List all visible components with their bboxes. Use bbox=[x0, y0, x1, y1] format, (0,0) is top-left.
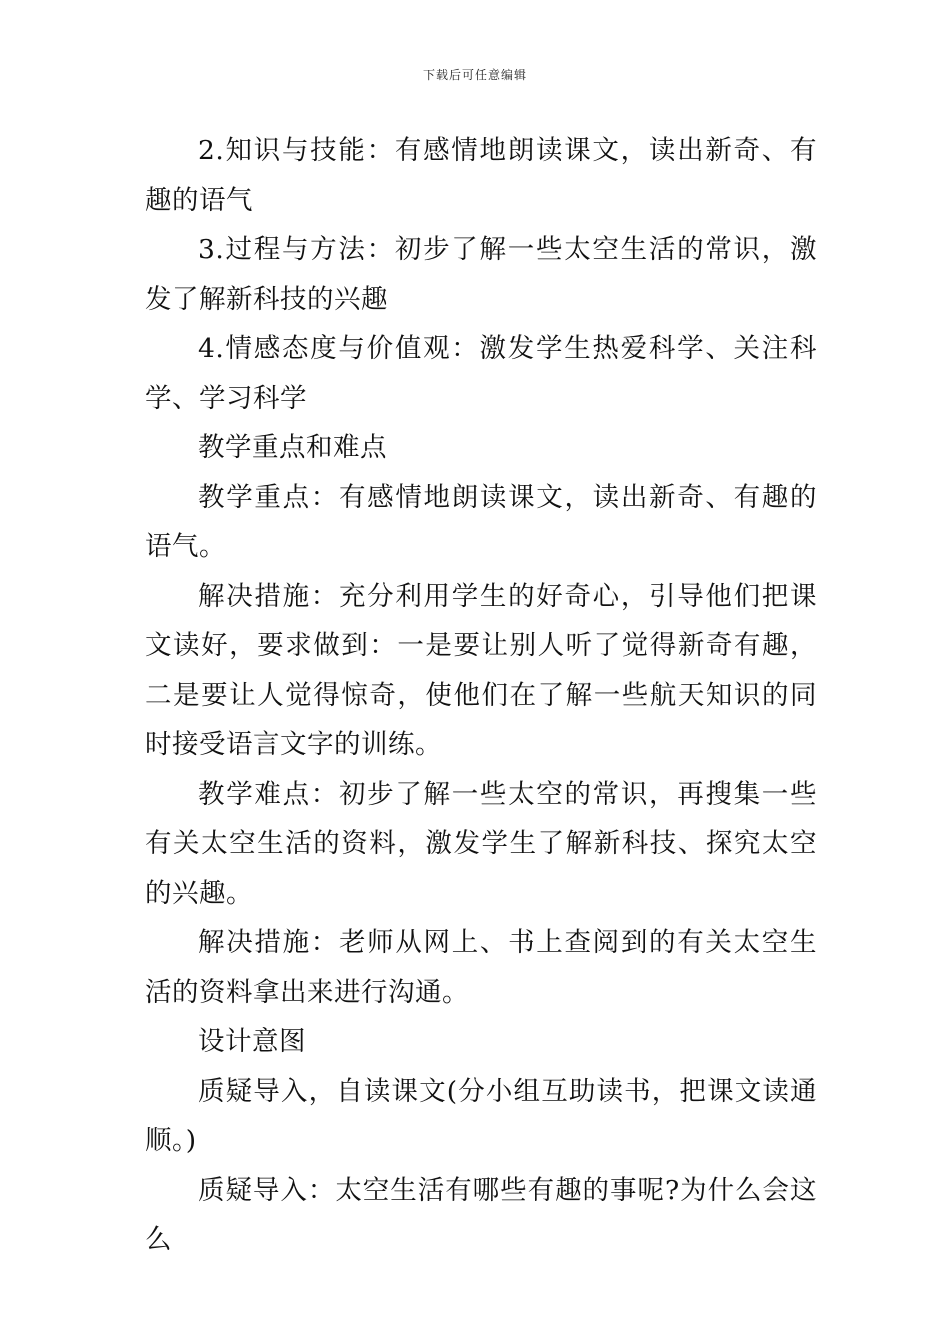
paragraph-emotion-values: 4.情感态度与价值观：激发学生热爱科学、关注科学、学习科学 bbox=[145, 333, 817, 414]
section-heading-design-intent: 设计意图 bbox=[198, 1026, 306, 1057]
paragraph-questioning-intro: 质疑导入：太空生活有哪些有趣的事呢?为什么会这么 bbox=[145, 1174, 817, 1255]
paragraph-solution-measures-1: 解决措施：充分利用学生的好奇心，引导他们把课文读好，要求做到：一是要让别人听了觉得新奇有趣，二是要让人觉得惊奇，使他们在了解一些航天知识的同时接受语言文字的训练。 bbox=[145, 580, 817, 760]
paragraph-process-method: 3.过程与方法：初步了解一些太空生活的常识，激发了解新科技的兴趣 bbox=[145, 234, 817, 315]
page-header: 下载后可任意编辑 bbox=[422, 68, 527, 82]
paragraph-knowledge-skills: 2.知识与技能：有感情地朗读课文，读出新奇、有趣的语气 bbox=[145, 135, 817, 216]
section-heading-key-difficult-points: 教学重点和难点 bbox=[198, 432, 387, 463]
paragraph-questioning-intro-reading: 质疑导入，自读课文(分小组互助读书，把课文读通顺。) bbox=[145, 1075, 817, 1156]
document-body bbox=[145, 126, 817, 1265]
paragraph-teaching-key-point: 教学重点：有感情地朗读课文，读出新奇、有趣的语气。 bbox=[145, 481, 817, 562]
paragraph-solution-measures-2: 解决措施：老师从网上、书上查阅到的有关太空生活的资料拿出来进行沟通。 bbox=[145, 927, 817, 1008]
paragraph-teaching-difficulty: 教学难点：初步了解一些太空的常识，再搜集一些有关太空生活的资料，激发学生了解新科技、探究太空的兴趣。 bbox=[145, 778, 817, 909]
